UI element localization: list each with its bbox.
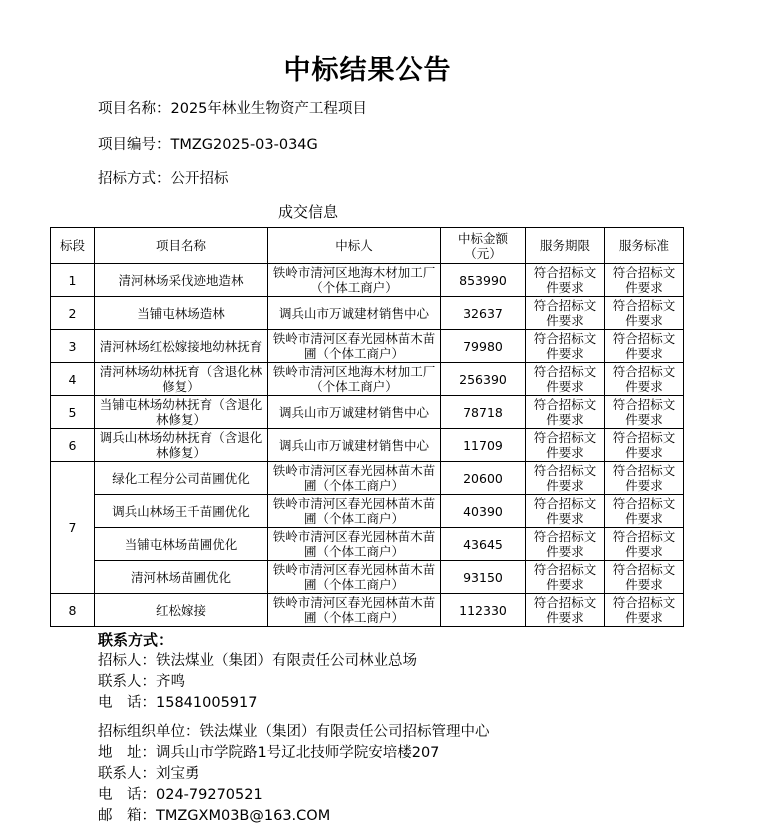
cell-service-period: 符合招标文件要求	[526, 330, 605, 363]
tenderer-person-value: 齐鸣	[156, 674, 185, 690]
table-row	[51, 495, 684, 528]
email-line	[98, 806, 490, 827]
cell-service-standard: 符合招标文件要求	[605, 363, 684, 396]
email-label: 邮 箱：	[98, 808, 156, 824]
agency-phone-label: 电 话：	[98, 787, 156, 803]
cell-service-standard: 符合招标文件要求	[605, 429, 684, 462]
cell-lot: 6	[51, 429, 95, 462]
cell-service-period: 符合招标文件要求	[526, 594, 605, 627]
cell-amount: 853990	[441, 264, 526, 297]
award-table	[50, 227, 684, 627]
cell-lot: 5	[51, 396, 95, 429]
cell-winner: 铁岭市清河区地海木材加工厂（个体工商户）	[268, 264, 441, 297]
cell-service-standard: 符合招标文件要求	[605, 330, 684, 363]
project-code-label: 项目编号：	[98, 137, 171, 153]
cell-project-name: 当铺屯林场幼林抚育（含退化林修复）	[95, 396, 268, 429]
cell-winner: 调兵山市万诚建材销售中心	[268, 429, 441, 462]
cell-winner: 铁岭市清河区春光园林苗木苗圃（个体工商户）	[268, 330, 441, 363]
tender-method-value: 公开招标	[170, 171, 229, 187]
agency-person-value: 刘宝勇	[156, 766, 200, 782]
agency-phone-value: 024-79270521	[156, 787, 263, 803]
email-value: TMZGXM03B@163.COM	[156, 808, 331, 824]
cell-service-period: 符合招标文件要求	[526, 396, 605, 429]
table-row	[51, 330, 684, 363]
cell-service-period: 符合招标文件要求	[526, 429, 605, 462]
cell-amount: 40390	[441, 495, 526, 528]
table-row	[51, 396, 684, 429]
cell-project-name: 清河林场幼林抚育（含退化林修复）	[95, 363, 268, 396]
agency-line	[98, 722, 490, 743]
table-row	[51, 264, 684, 297]
agency-phone-line	[98, 785, 490, 806]
cell-winner: 铁岭市清河区春光园林苗木苗圃（个体工商户）	[268, 528, 441, 561]
cell-project-name: 当铺屯林场苗圃优化	[95, 528, 268, 561]
tenderer-phone-line	[98, 693, 490, 714]
cell-lot: 2	[51, 297, 95, 330]
tender-method-line	[98, 167, 229, 188]
cell-lot: 8	[51, 594, 95, 627]
cell-project-name: 清河林场采伐迹地造林	[95, 264, 268, 297]
cell-lot: 7	[51, 462, 95, 594]
cell-service-period: 符合招标文件要求	[526, 264, 605, 297]
project-code-line	[98, 133, 318, 154]
header-winner: 中标人	[268, 228, 441, 264]
cell-service-standard: 符合招标文件要求	[605, 264, 684, 297]
cell-service-standard: 符合招标文件要求	[605, 396, 684, 429]
header-amount: 中标金额（元）	[441, 228, 526, 264]
cell-lot: 3	[51, 330, 95, 363]
table-row	[51, 561, 684, 594]
cell-service-standard: 符合招标文件要求	[605, 561, 684, 594]
address-label: 地 址：	[98, 745, 156, 761]
cell-service-standard: 符合招标文件要求	[605, 297, 684, 330]
cell-lot: 4	[51, 363, 95, 396]
cell-amount: 256390	[441, 363, 526, 396]
cell-project-name: 当铺屯林场造林	[95, 297, 268, 330]
cell-amount: 43645	[441, 528, 526, 561]
cell-amount: 32637	[441, 297, 526, 330]
cell-amount: 78718	[441, 396, 526, 429]
cell-service-period: 符合招标文件要求	[526, 528, 605, 561]
cell-project-name: 调兵山林场幼林抚育（含退化林修复）	[95, 429, 268, 462]
tenderer-person-label: 联系人：	[98, 674, 156, 690]
cell-project-name: 清河林场红松嫁接地幼林抚育	[95, 330, 268, 363]
cell-project-name: 清河林场苗圃优化	[95, 561, 268, 594]
cell-lot: 1	[51, 264, 95, 297]
table-row	[51, 363, 684, 396]
cell-project-name: 绿化工程分公司苗圃优化	[95, 462, 268, 495]
tender-method-label: 招标方式：	[98, 171, 171, 187]
tenderer-line	[98, 651, 490, 672]
table-caption: 成交信息	[278, 203, 339, 221]
table-row	[51, 297, 684, 330]
cell-project-name: 调兵山林场王千苗圃优化	[95, 495, 268, 528]
agency-label: 招标组织单位：	[98, 724, 200, 740]
project-name-label: 项目名称：	[98, 101, 171, 117]
cell-winner: 铁岭市清河区春光园林苗木苗圃（个体工商户）	[268, 462, 441, 495]
header-service-standard: 服务标准	[605, 228, 684, 264]
cell-service-period: 符合招标文件要求	[526, 297, 605, 330]
header-service-period: 服务期限	[526, 228, 605, 264]
cell-project-name: 红松嫁接	[95, 594, 268, 627]
cell-winner: 铁岭市清河区春光园林苗木苗圃（个体工商户）	[268, 495, 441, 528]
agency-value: 铁法煤业（集团）有限责任公司招标管理中心	[199, 724, 490, 740]
tenderer-value: 铁法煤业（集团）有限责任公司林业总场	[156, 653, 417, 669]
cell-winner: 铁岭市清河区春光园林苗木苗圃（个体工商户）	[268, 594, 441, 627]
header-project-name: 项目名称	[95, 228, 268, 264]
cell-service-period: 符合招标文件要求	[526, 462, 605, 495]
agency-person-line	[98, 764, 490, 785]
cell-amount: 93150	[441, 561, 526, 594]
tenderer-label: 招标人：	[98, 653, 156, 669]
tenderer-phone-value: 15841005917	[156, 695, 258, 711]
cell-service-standard: 符合招标文件要求	[605, 528, 684, 561]
table-row	[51, 528, 684, 561]
cell-service-period: 符合招标文件要求	[526, 495, 605, 528]
cell-amount: 79980	[441, 330, 526, 363]
contact-section	[98, 630, 490, 827]
contact-heading: 联系方式：	[98, 631, 174, 649]
cell-service-period: 符合招标文件要求	[526, 561, 605, 594]
table-header-row	[51, 228, 684, 264]
agency-person-label: 联系人：	[98, 766, 156, 782]
cell-service-standard: 符合招标文件要求	[605, 594, 684, 627]
table-row	[51, 429, 684, 462]
cell-amount: 11709	[441, 429, 526, 462]
table-row	[51, 462, 684, 495]
header-lot: 标段	[51, 228, 95, 264]
cell-service-standard: 符合招标文件要求	[605, 495, 684, 528]
project-name-line	[98, 97, 367, 118]
address-value: 调兵山市学院路1号辽北技师学院安培楼207	[156, 745, 440, 761]
cell-winner: 铁岭市清河区春光园林苗木苗圃（个体工商户）	[268, 561, 441, 594]
cell-amount: 20600	[441, 462, 526, 495]
project-name-value: 2025年林业生物资产工程项目	[170, 101, 367, 117]
cell-amount: 112330	[441, 594, 526, 627]
project-code-value: TMZG2025-03-034G	[170, 137, 318, 153]
address-line	[98, 743, 490, 764]
cell-winner: 调兵山市万诚建材销售中心	[268, 396, 441, 429]
cell-winner: 调兵山市万诚建材销售中心	[268, 297, 441, 330]
document-title: 中标结果公告	[283, 55, 452, 86]
table-row	[51, 594, 684, 627]
cell-service-period: 符合招标文件要求	[526, 363, 605, 396]
cell-service-standard: 符合招标文件要求	[605, 462, 684, 495]
cell-winner: 铁岭市清河区地海木材加工厂（个体工商户）	[268, 363, 441, 396]
tenderer-person-line	[98, 672, 490, 693]
tenderer-phone-label: 电 话：	[98, 695, 156, 711]
